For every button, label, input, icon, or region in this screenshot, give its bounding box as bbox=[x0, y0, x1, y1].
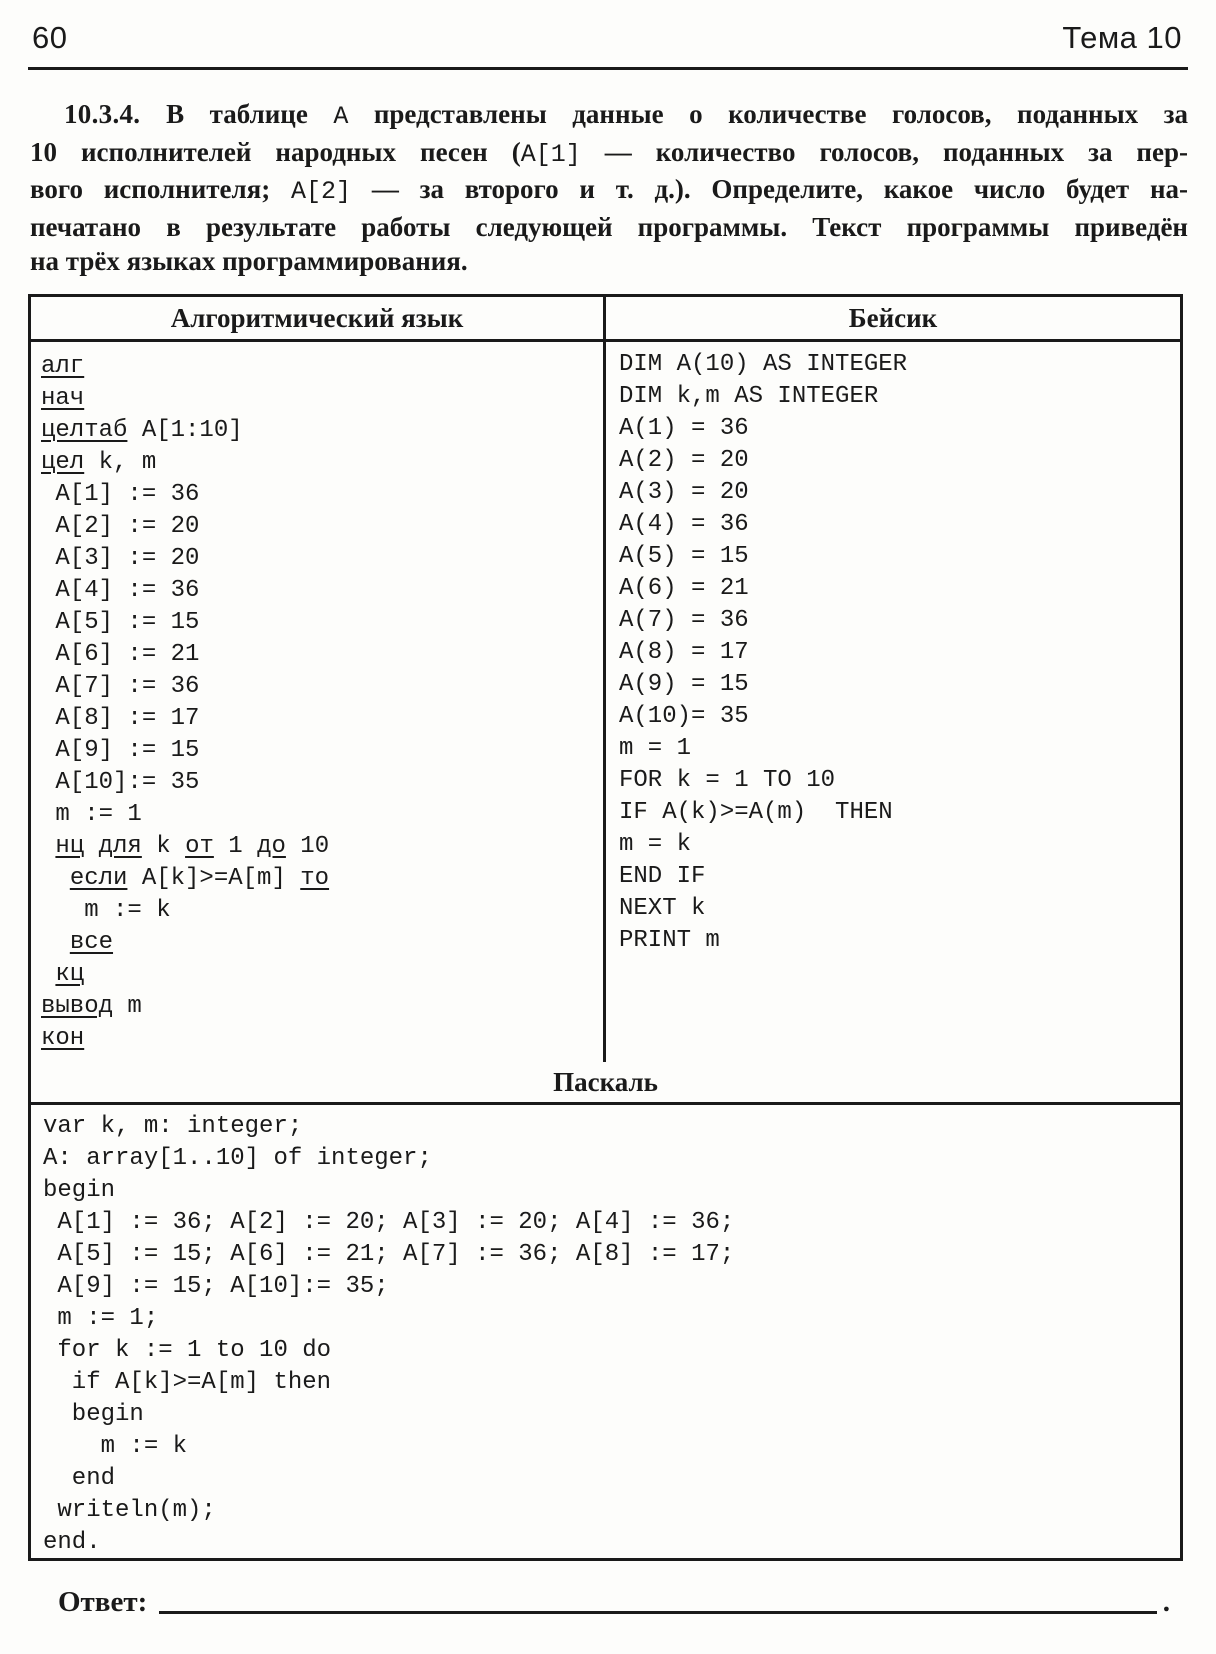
code-line: A(1) = 36 bbox=[619, 415, 749, 442]
column-header-algorithmic: Алгоритмический язык bbox=[31, 297, 606, 339]
text-line: печатано в результате работы следующей программы. Текст программы приведён bbox=[30, 211, 1188, 242]
code-line: вывод m bbox=[41, 993, 142, 1020]
code-line: все bbox=[69, 929, 114, 956]
code-line: A(2) = 20 bbox=[619, 447, 749, 474]
column-header-basic: Бейсик bbox=[848, 302, 938, 333]
basic-code-cell bbox=[606, 342, 1180, 1062]
header-rule bbox=[28, 67, 1188, 70]
code-line: кц bbox=[55, 961, 85, 988]
running-head bbox=[32, 20, 1182, 56]
table-header-row bbox=[31, 297, 1180, 342]
text-line: вого исполнителя; A[2] — за второго и т. д.). Определите, какое число будет на- bbox=[30, 174, 1188, 207]
code-line: IF A(k)>=A(m) THEN bbox=[619, 799, 893, 826]
code-line: A(5) = 15 bbox=[619, 543, 749, 570]
code-line: var k, m: integer; bbox=[43, 1113, 303, 1140]
code-line: целтаб A[1:10] bbox=[41, 417, 243, 444]
text-line: 10.3.4. В таблице A представлены данные о количестве голосов, поданных за bbox=[64, 99, 1188, 131]
code-line: END IF bbox=[619, 863, 706, 890]
answer-period: . bbox=[1162, 1586, 1170, 1618]
code-line: нач bbox=[41, 385, 85, 412]
code-line: end bbox=[43, 1465, 116, 1492]
code-line: A[2] := 20 bbox=[41, 513, 200, 540]
code-line: if A[k]>=A[m] then bbox=[43, 1369, 332, 1396]
code-line: A[9] := 15; A[10]:= 35; bbox=[43, 1273, 389, 1300]
code-line: A[8] := 17 bbox=[41, 705, 200, 732]
code-line: DIM A(10) AS INTEGER bbox=[619, 351, 908, 378]
code-line: begin bbox=[43, 1401, 144, 1428]
text-line: 10 исполнителей народных песен (A[1] — количество голосов, поданных за пер- bbox=[30, 136, 1188, 169]
code-line: цел k, m bbox=[41, 449, 157, 476]
code-line: m := k bbox=[41, 897, 171, 924]
table-body-row bbox=[31, 342, 1180, 1062]
algorithmic-code-cell bbox=[31, 342, 606, 1062]
code-line: A(9) = 15 bbox=[619, 671, 749, 698]
code-line: A(7) = 36 bbox=[619, 607, 749, 634]
code-line: A[5] := 15 bbox=[41, 609, 200, 636]
code-line: A[5] := 15; A[6] := 21; A[7] := 36; A[8] := 17; bbox=[43, 1241, 735, 1268]
code-line: A(3) = 20 bbox=[619, 479, 749, 506]
code-line: A[1] := 36 bbox=[41, 481, 200, 508]
code-line: A: array[1..10] of integer; bbox=[43, 1145, 432, 1172]
code-line: m = k bbox=[619, 831, 692, 858]
code-line: A[1] := 36; A[2] := 20; A[3] := 20; A[4] := 36; bbox=[43, 1209, 735, 1236]
code-line: A(10)= 35 bbox=[619, 703, 749, 730]
answer-row bbox=[58, 1584, 1170, 1619]
code-line: m = 1 bbox=[619, 735, 692, 762]
code-line: A(8) = 17 bbox=[619, 639, 749, 666]
answer-blank-line bbox=[159, 1584, 1157, 1614]
page-number: 60 bbox=[32, 20, 68, 55]
code-line: FOR k = 1 TO 10 bbox=[619, 767, 836, 794]
page-theme: Тема 10 bbox=[1062, 20, 1182, 55]
code-line: m := 1; bbox=[43, 1305, 159, 1332]
code-line: A[6] := 21 bbox=[41, 641, 200, 668]
code-line: A[3] := 20 bbox=[41, 545, 200, 572]
code-line: PRINT m bbox=[619, 927, 720, 954]
code-line: кон bbox=[41, 1025, 85, 1052]
code-line: NEXT k bbox=[619, 895, 706, 922]
code-line: begin bbox=[43, 1177, 116, 1204]
code-line: нц для k от 1 до 10 bbox=[55, 833, 330, 860]
code-line: A(4) = 36 bbox=[619, 511, 749, 538]
code-line: алг bbox=[41, 353, 85, 380]
code-line: если A[k]>=A[m] то bbox=[69, 865, 330, 892]
code-line: m := 1 bbox=[41, 801, 142, 828]
code-line: A[9] := 15 bbox=[41, 737, 200, 764]
code-line: for k := 1 to 10 do bbox=[43, 1337, 332, 1364]
code-line: end. bbox=[43, 1529, 101, 1556]
code-line: DIM k,m AS INTEGER bbox=[619, 383, 879, 410]
code-line: m := k bbox=[43, 1433, 188, 1460]
code-line: A[10]:= 35 bbox=[41, 769, 200, 796]
column-header-pascal: Паскаль bbox=[31, 1062, 1180, 1105]
pascal-code-cell bbox=[31, 1105, 1180, 1558]
text-line: на трёх языках программирования. bbox=[30, 246, 468, 277]
problem-statement bbox=[30, 97, 1188, 279]
code-table bbox=[28, 294, 1183, 1561]
code-line: writeln(m); bbox=[43, 1497, 216, 1524]
answer-label: Ответ: bbox=[58, 1586, 148, 1618]
code-line: A[4] := 36 bbox=[41, 577, 200, 604]
code-line: A[7] := 36 bbox=[41, 673, 200, 700]
code-line: A(6) = 21 bbox=[619, 575, 749, 602]
